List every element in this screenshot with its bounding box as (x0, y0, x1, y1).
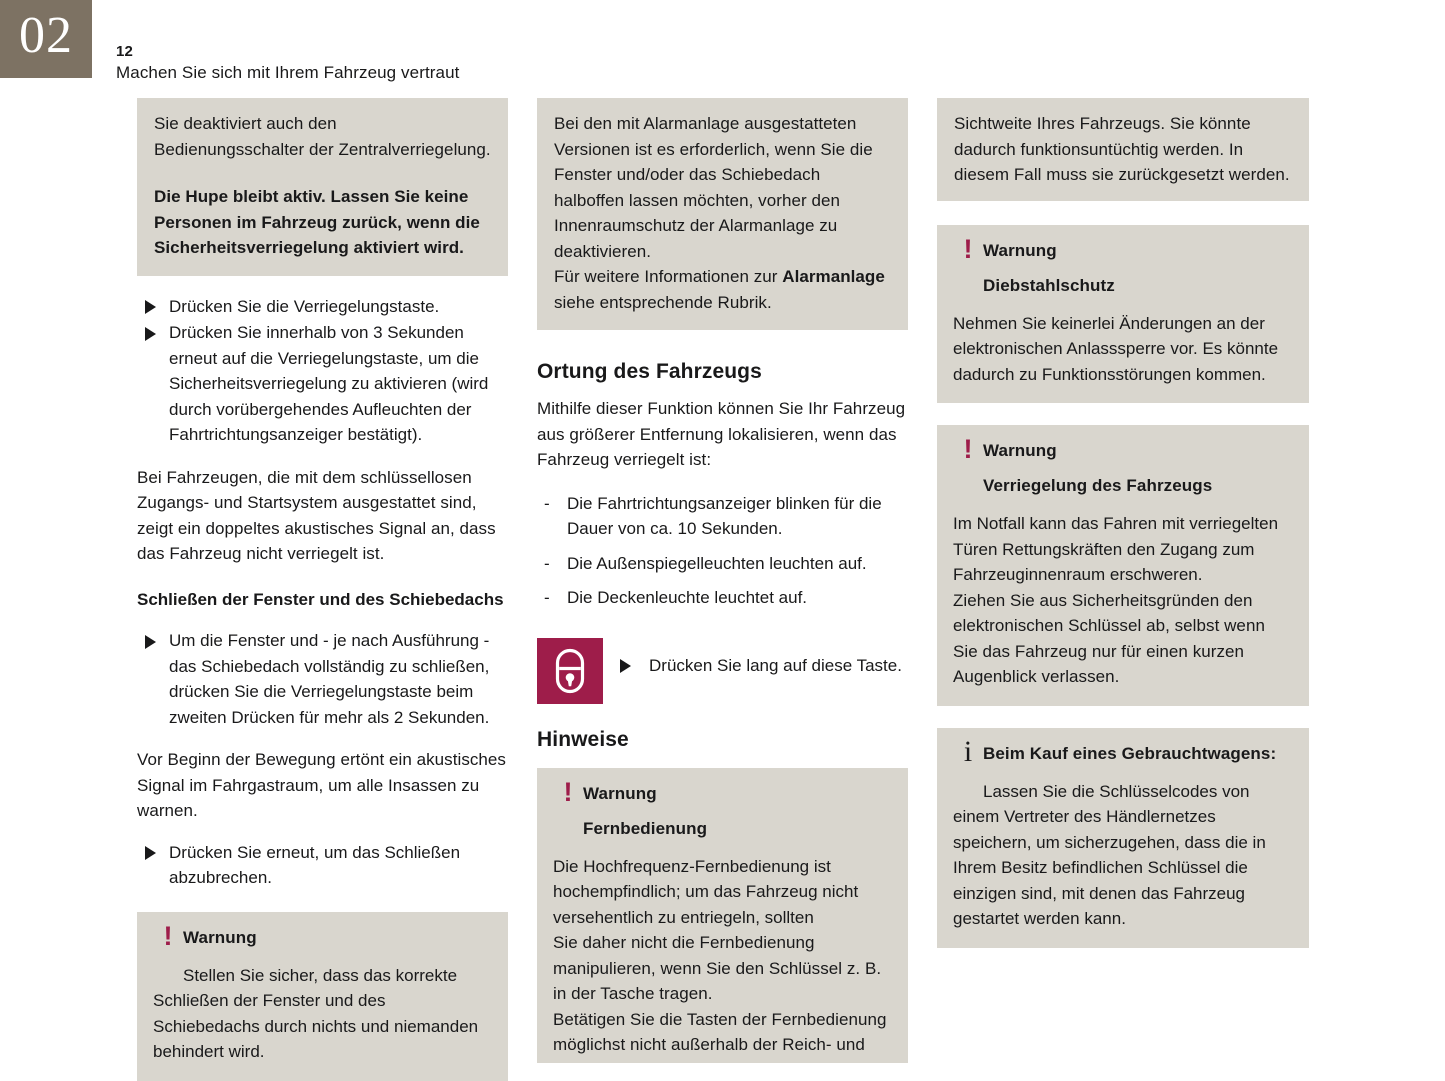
lock-button-caption-text: Drücken Sie lang auf diese Taste. (649, 655, 902, 675)
alarm-reference-suffix: siehe entsprechende Rubrik. (554, 292, 772, 312)
intro-shaded-box (137, 98, 508, 276)
notice-body-3: Betätigen Sie die Tasten der Fernbedienung möglichst nicht außerhalb der Reich- und (553, 1009, 887, 1054)
alarm-shaded-box (537, 98, 908, 330)
info-box-used-car (937, 728, 1309, 948)
section-title-notes: Hinweise (537, 727, 629, 751)
notice-subtitle: Fernbedienung (583, 818, 708, 838)
notice-title: Warnung (183, 927, 257, 947)
chapter-title: Machen Sie sich mit Ihrem Fahrzeug vertraut (116, 63, 460, 82)
chapter-number: 02 (19, 7, 73, 64)
exclamation-icon: ! (163, 920, 173, 951)
column-left (137, 98, 508, 1081)
notice-header (953, 434, 1293, 498)
dash-bullet-icon: - (544, 553, 550, 573)
notice-header (553, 776, 892, 841)
steps-list-lock (137, 294, 508, 448)
notice-title: Beim Kauf eines Gebrauchtwagens: (983, 743, 1277, 763)
notice-title: Warnung (983, 441, 1057, 460)
notice-body-1: Die Hochfrequenz-Fernbedienung ist hochempfindlich; um das Fahrzeug nicht versehentlich zu entriegeln, sollten (553, 856, 859, 927)
triangle-bullet-icon (620, 659, 631, 673)
triangle-bullet-icon (145, 327, 156, 341)
alarm-reference-prefix: Für weitere Informationen zur (554, 267, 783, 286)
intro-bold-paragraph: Die Hupe bleibt aktiv. Lassen Sie keine Personen im Fahrzeug zurück, wenn die Sicherheitsverriegelung aktiviert wird. (154, 187, 480, 257)
notice-header (953, 734, 1293, 768)
notice-titles (983, 239, 1293, 298)
lock-button-caption (617, 638, 902, 679)
exclamation-icon: ! (963, 233, 973, 264)
subheading-windows: Schließen der Fenster und des Schiebedachs (137, 589, 504, 609)
lock-button-illustration (537, 638, 908, 704)
notice-body-2: Sie daher nicht die Fernbedienung manipulieren, wenn Sie den Schlüssel z. B. in der Tasche tragen. (553, 933, 882, 1003)
notice-body: Stellen Sie sicher, dass das korrekte Schließen der Fenster und des Schiebedachs durch nichts und niemanden behindert wird. (153, 965, 479, 1061)
list-item-text: Die Deckenleuchte leuchtet auf. (567, 588, 808, 607)
list-item (537, 551, 908, 577)
continuation-paragraph: Sichtweite Ihres Fahrzeugs. Sie könnte dadurch funktionsuntüchtig werden. In diesem Fall muss sie zurückgesetzt werden. (954, 114, 1290, 184)
triangle-bullet-icon (145, 635, 156, 649)
notice-body: Nehmen Sie keinerlei Änderungen an der elektronischen Anlasssperre vor. Es könnte dadurch zu Funktionsstörungen kommen. (953, 313, 1279, 384)
list-item-text: Drücken Sie innerhalb von 3 Sekunden erneut auf die Verriegelungstaste, um die Sicherheitsverriegelung zu aktivieren (wird durch vorübergehendes Aufleuchten der Fahrtrichtungsanzeiger bestätigt). (169, 323, 489, 444)
keyless-paragraph: Bei Fahrzeugen, die mit dem schlüssellosen Zugangs- und Startsystem ausgestattet sind, zeigt ein doppeltes akustisches Signal an, dass das Fahrzeug nicht verriegelt ist. (137, 467, 496, 563)
notice-titles (183, 926, 492, 950)
dash-bullet-icon: - (544, 493, 550, 513)
warning-box-remote (537, 768, 908, 1063)
list-item (137, 320, 508, 448)
notice-body: Lassen Sie die Schlüsselcodes von einem Vertreter des Händlernetzes speichern, um sicherzugehen, dass die in Ihrem Besitz befindlichen Schlüssel die einzigen sind, mit denen das Fahrzeug gestartet werden kann. (953, 781, 1266, 928)
dash-bullet-icon: - (544, 588, 550, 607)
notice-titles (983, 742, 1293, 766)
list-item-text: Drücken Sie die Verriegelungstaste. (169, 296, 440, 316)
list-item (137, 294, 508, 320)
exclamation-icon: ! (563, 776, 573, 807)
notice-title: Warnung (983, 240, 1057, 260)
notice-body-2: Ziehen Sie aus Sicherheitsgründen den elektronischen Schlüssel ab, selbst wenn Sie das Fahrzeug nur für einen kurzen Augenblick verlassen. (953, 590, 1265, 686)
intro-paragraph: Sie deaktiviert auch den Bedienungsschalter der Zentralverriegelung. (154, 114, 491, 159)
page-number: 12 (116, 43, 134, 60)
alarm-paragraph: Bei den mit Alarmanlage ausgestatteten Versionen ist es erforderlich, wenn Sie die Fenster und/oder das Schiebedach halboffen lassen möchten, vorher den Innenraumschutz der Alarmanlage zu deaktivieren. (554, 114, 873, 261)
list-item (537, 585, 908, 611)
notice-header (153, 920, 492, 951)
notice-title: Warnung (583, 783, 657, 803)
triangle-bullet-icon (145, 846, 156, 860)
alarm-reference (554, 264, 891, 315)
warning-box-windows (137, 912, 508, 1081)
locating-dash-list (537, 491, 908, 611)
info-icon: i (963, 734, 973, 768)
exclamation-icon: ! (963, 434, 973, 464)
steps-list-cancel (137, 840, 508, 891)
column-center (537, 98, 908, 1063)
notice-subtitle: Diebstahlschutz (983, 275, 1115, 295)
list-item-text: Drücken Sie erneut, um das Schließen abzubrechen. (169, 842, 461, 887)
notice-header (953, 233, 1293, 298)
notice-titles (583, 782, 892, 841)
chapter-tab (0, 0, 92, 78)
page-header (116, 42, 460, 85)
warning-box-locking (937, 425, 1309, 706)
signal-paragraph: Vor Beginn der Bewegung ertönt ein akustisches Signal im Fahrgastraum, um alle Insassen zu warnen. (137, 750, 506, 820)
steps-list-close (137, 628, 508, 730)
list-item (137, 840, 508, 891)
list-item (137, 628, 508, 730)
triangle-bullet-icon (145, 300, 156, 314)
list-item (537, 491, 908, 542)
section-title-locating: Ortung des Fahrzeugs (537, 360, 762, 383)
column-right (937, 98, 1309, 948)
notice-body-1: Im Notfall kann das Fahren mit verriegelten Türen Rettungskräften den Zugang zum Fahrzeuginnenraum erschweren. (953, 514, 1279, 584)
alarm-reference-bold: Alarmanlage (782, 267, 885, 286)
locating-intro: Mithilfe dieser Funktion können Sie Ihr Fahrzeug aus größerer Entfernung lokalisieren, wenn das Fahrzeug verriegelt ist: (537, 399, 906, 469)
notice-titles (983, 439, 1293, 498)
notice-subtitle: Verriegelung des Fahrzeugs (983, 476, 1213, 495)
warning-box-theft (937, 225, 1309, 404)
list-item-text: Die Fahrtrichtungsanzeiger blinken für die Dauer von ca. 10 Sekunden. (567, 493, 882, 538)
list-item-text: Um die Fenster und - je nach Ausführung - das Schiebedach vollständig zu schließen, drücken Sie die Verriegelungstaste beim zweiten Drücken für mehr als 2 Sekunden. (169, 631, 490, 727)
continuation-shaded-box (937, 98, 1309, 201)
lock-button-icon (537, 638, 603, 704)
list-item-text: Die Außenspiegelleuchten leuchten auf. (567, 553, 867, 573)
